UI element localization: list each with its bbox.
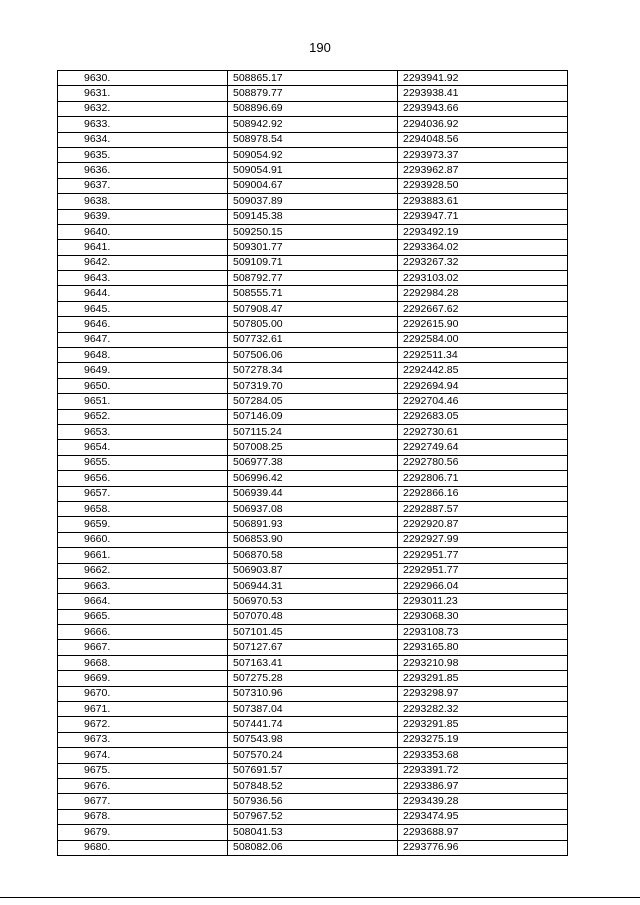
table-row xyxy=(58,609,568,624)
x-coordinate-cell: 509109.71 xyxy=(228,255,398,270)
table-row xyxy=(58,809,568,824)
y-coordinate-cell: 2292887.57 xyxy=(398,501,568,516)
x-coordinate-cell: 509054.92 xyxy=(228,147,398,162)
x-coordinate-cell: 507275.28 xyxy=(228,671,398,686)
table-row xyxy=(58,132,568,147)
x-coordinate-cell: 507441.74 xyxy=(228,717,398,732)
y-coordinate-cell: 2293439.28 xyxy=(398,794,568,809)
point-number-cell: 9667. xyxy=(58,640,228,655)
point-number-cell: 9678. xyxy=(58,809,228,824)
y-coordinate-cell: 2292806.71 xyxy=(398,471,568,486)
y-coordinate-cell: 2292866.16 xyxy=(398,486,568,501)
x-coordinate-cell: 507127.67 xyxy=(228,640,398,655)
table-row xyxy=(58,717,568,732)
table-row xyxy=(58,501,568,516)
point-number-cell: 9649. xyxy=(58,363,228,378)
y-coordinate-cell: 2293776.96 xyxy=(398,840,568,855)
y-coordinate-cell: 2294036.92 xyxy=(398,117,568,132)
table-row xyxy=(58,625,568,640)
y-coordinate-cell: 2293364.02 xyxy=(398,240,568,255)
point-number-cell: 9662. xyxy=(58,563,228,578)
table-row xyxy=(58,424,568,439)
point-number-cell: 9672. xyxy=(58,717,228,732)
table-row xyxy=(58,655,568,670)
x-coordinate-cell: 506944.31 xyxy=(228,578,398,593)
point-number-cell: 9674. xyxy=(58,748,228,763)
point-number-cell: 9666. xyxy=(58,625,228,640)
table-row xyxy=(58,301,568,316)
point-number-cell: 9634. xyxy=(58,132,228,147)
point-number-cell: 9633. xyxy=(58,117,228,132)
x-coordinate-cell: 507543.98 xyxy=(228,732,398,747)
table-row xyxy=(58,640,568,655)
y-coordinate-cell: 2292584.00 xyxy=(398,332,568,347)
table-row xyxy=(58,840,568,855)
point-number-cell: 9631. xyxy=(58,86,228,101)
x-coordinate-cell: 507936.56 xyxy=(228,794,398,809)
table-row xyxy=(58,271,568,286)
x-coordinate-cell: 506977.38 xyxy=(228,455,398,470)
point-number-cell: 9635. xyxy=(58,147,228,162)
x-coordinate-cell: 507115.24 xyxy=(228,424,398,439)
x-coordinate-cell: 506853.90 xyxy=(228,532,398,547)
y-coordinate-cell: 2292951.77 xyxy=(398,563,568,578)
x-coordinate-cell: 508942.92 xyxy=(228,117,398,132)
x-coordinate-cell: 506891.93 xyxy=(228,517,398,532)
point-number-cell: 9676. xyxy=(58,778,228,793)
x-coordinate-cell: 507908.47 xyxy=(228,301,398,316)
point-number-cell: 9657. xyxy=(58,486,228,501)
x-coordinate-cell: 507967.52 xyxy=(228,809,398,824)
x-coordinate-cell: 507387.04 xyxy=(228,702,398,717)
point-number-cell: 9647. xyxy=(58,332,228,347)
table-row xyxy=(58,794,568,809)
point-number-cell: 9642. xyxy=(58,255,228,270)
x-coordinate-cell: 506970.53 xyxy=(228,594,398,609)
table-row xyxy=(58,394,568,409)
x-coordinate-cell: 507310.96 xyxy=(228,686,398,701)
y-coordinate-cell: 2293267.32 xyxy=(398,255,568,270)
x-coordinate-cell: 507008.25 xyxy=(228,440,398,455)
table-row xyxy=(58,224,568,239)
y-coordinate-cell: 2293492.19 xyxy=(398,224,568,239)
point-number-cell: 9673. xyxy=(58,732,228,747)
point-number-cell: 9654. xyxy=(58,440,228,455)
point-number-cell: 9668. xyxy=(58,655,228,670)
point-number-cell: 9661. xyxy=(58,548,228,563)
point-number-cell: 9652. xyxy=(58,409,228,424)
point-number-cell: 9670. xyxy=(58,686,228,701)
y-coordinate-cell: 2294048.56 xyxy=(398,132,568,147)
x-coordinate-cell: 507506.06 xyxy=(228,348,398,363)
point-number-cell: 9636. xyxy=(58,163,228,178)
table-row xyxy=(58,594,568,609)
table-row xyxy=(58,486,568,501)
point-number-cell: 9677. xyxy=(58,794,228,809)
coordinates-table xyxy=(57,70,568,856)
y-coordinate-cell: 2293941.92 xyxy=(398,71,568,86)
y-coordinate-cell: 2292667.62 xyxy=(398,301,568,316)
y-coordinate-cell: 2292511.34 xyxy=(398,348,568,363)
table-row xyxy=(58,348,568,363)
point-number-cell: 9679. xyxy=(58,825,228,840)
table-row xyxy=(58,532,568,547)
x-coordinate-cell: 509250.15 xyxy=(228,224,398,239)
point-number-cell: 9637. xyxy=(58,178,228,193)
point-number-cell: 9656. xyxy=(58,471,228,486)
y-coordinate-cell: 2293103.02 xyxy=(398,271,568,286)
x-coordinate-cell: 506996.42 xyxy=(228,471,398,486)
y-coordinate-cell: 2293973.37 xyxy=(398,147,568,162)
table-row xyxy=(58,71,568,86)
y-coordinate-cell: 2293962.87 xyxy=(398,163,568,178)
y-coordinate-cell: 2292694.94 xyxy=(398,378,568,393)
bottom-rule xyxy=(0,897,640,898)
y-coordinate-cell: 2293386.97 xyxy=(398,778,568,793)
y-coordinate-cell: 2293883.61 xyxy=(398,194,568,209)
table-row xyxy=(58,578,568,593)
table-row xyxy=(58,702,568,717)
point-number-cell: 9680. xyxy=(58,840,228,855)
y-coordinate-cell: 2293474.95 xyxy=(398,809,568,824)
x-coordinate-cell: 508978.54 xyxy=(228,132,398,147)
table-row xyxy=(58,778,568,793)
point-number-cell: 9648. xyxy=(58,348,228,363)
x-coordinate-cell: 506939.44 xyxy=(228,486,398,501)
page-number: 190 xyxy=(309,40,331,55)
x-coordinate-cell: 508896.69 xyxy=(228,101,398,116)
x-coordinate-cell: 507070.48 xyxy=(228,609,398,624)
y-coordinate-cell: 2292683.05 xyxy=(398,409,568,424)
point-number-cell: 9660. xyxy=(58,532,228,547)
point-number-cell: 9645. xyxy=(58,301,228,316)
point-number-cell: 9641. xyxy=(58,240,228,255)
table-row xyxy=(58,240,568,255)
table-row xyxy=(58,517,568,532)
point-number-cell: 9675. xyxy=(58,763,228,778)
x-coordinate-cell: 507146.09 xyxy=(228,409,398,424)
point-number-cell: 9669. xyxy=(58,671,228,686)
y-coordinate-cell: 2293688.97 xyxy=(398,825,568,840)
y-coordinate-cell: 2292442.85 xyxy=(398,363,568,378)
table-row xyxy=(58,440,568,455)
point-number-cell: 9643. xyxy=(58,271,228,286)
table-row xyxy=(58,825,568,840)
point-number-cell: 9630. xyxy=(58,71,228,86)
y-coordinate-cell: 2292951.77 xyxy=(398,548,568,563)
x-coordinate-cell: 506937.08 xyxy=(228,501,398,516)
point-number-cell: 9639. xyxy=(58,209,228,224)
y-coordinate-cell: 2293165.80 xyxy=(398,640,568,655)
y-coordinate-cell: 2293011.23 xyxy=(398,594,568,609)
table-row xyxy=(58,178,568,193)
point-number-cell: 9644. xyxy=(58,286,228,301)
x-coordinate-cell: 509054.91 xyxy=(228,163,398,178)
table-row xyxy=(58,763,568,778)
x-coordinate-cell: 507101.45 xyxy=(228,625,398,640)
table-row xyxy=(58,548,568,563)
y-coordinate-cell: 2293391.72 xyxy=(398,763,568,778)
point-number-cell: 9632. xyxy=(58,101,228,116)
y-coordinate-cell: 2292927.99 xyxy=(398,532,568,547)
point-number-cell: 9664. xyxy=(58,594,228,609)
y-coordinate-cell: 2293210.98 xyxy=(398,655,568,670)
table-row xyxy=(58,194,568,209)
table-row xyxy=(58,332,568,347)
table-row xyxy=(58,732,568,747)
table-row xyxy=(58,686,568,701)
table-row xyxy=(58,255,568,270)
y-coordinate-cell: 2293291.85 xyxy=(398,717,568,732)
y-coordinate-cell: 2293291.85 xyxy=(398,671,568,686)
x-coordinate-cell: 507284.05 xyxy=(228,394,398,409)
point-number-cell: 9671. xyxy=(58,702,228,717)
point-number-cell: 9658. xyxy=(58,501,228,516)
y-coordinate-cell: 2293275.19 xyxy=(398,732,568,747)
table-row xyxy=(58,163,568,178)
y-coordinate-cell: 2293282.32 xyxy=(398,702,568,717)
point-number-cell: 9638. xyxy=(58,194,228,209)
table-row xyxy=(58,748,568,763)
y-coordinate-cell: 2293298.97 xyxy=(398,686,568,701)
table-row xyxy=(58,455,568,470)
y-coordinate-cell: 2293943.66 xyxy=(398,101,568,116)
point-number-cell: 9665. xyxy=(58,609,228,624)
x-coordinate-cell: 507732.61 xyxy=(228,332,398,347)
table-row xyxy=(58,209,568,224)
x-coordinate-cell: 509004.67 xyxy=(228,178,398,193)
table-row xyxy=(58,147,568,162)
x-coordinate-cell: 508555.71 xyxy=(228,286,398,301)
x-coordinate-cell: 507805.00 xyxy=(228,317,398,332)
table-row xyxy=(58,471,568,486)
x-coordinate-cell: 507278.34 xyxy=(228,363,398,378)
table-row xyxy=(58,378,568,393)
x-coordinate-cell: 507691.57 xyxy=(228,763,398,778)
point-number-cell: 9650. xyxy=(58,378,228,393)
x-coordinate-cell: 506870.58 xyxy=(228,548,398,563)
x-coordinate-cell: 509301.77 xyxy=(228,240,398,255)
y-coordinate-cell: 2293353.68 xyxy=(398,748,568,763)
point-number-cell: 9651. xyxy=(58,394,228,409)
x-coordinate-cell: 508041.53 xyxy=(228,825,398,840)
point-number-cell: 9659. xyxy=(58,517,228,532)
x-coordinate-cell: 507570.24 xyxy=(228,748,398,763)
y-coordinate-cell: 2292749.64 xyxy=(398,440,568,455)
table-row xyxy=(58,86,568,101)
point-number-cell: 9653. xyxy=(58,424,228,439)
x-coordinate-cell: 509145.38 xyxy=(228,209,398,224)
table-row xyxy=(58,563,568,578)
x-coordinate-cell: 507319.70 xyxy=(228,378,398,393)
x-coordinate-cell: 507163.41 xyxy=(228,655,398,670)
y-coordinate-cell: 2293928.50 xyxy=(398,178,568,193)
y-coordinate-cell: 2293938.41 xyxy=(398,86,568,101)
point-number-cell: 9640. xyxy=(58,224,228,239)
x-coordinate-cell: 508082.06 xyxy=(228,840,398,855)
y-coordinate-cell: 2292704.46 xyxy=(398,394,568,409)
table-row xyxy=(58,117,568,132)
table-row xyxy=(58,101,568,116)
table-row xyxy=(58,317,568,332)
y-coordinate-cell: 2292920.87 xyxy=(398,517,568,532)
y-coordinate-cell: 2293108.73 xyxy=(398,625,568,640)
table-row xyxy=(58,286,568,301)
table-row xyxy=(58,363,568,378)
y-coordinate-cell: 2292615.90 xyxy=(398,317,568,332)
x-coordinate-cell: 508865.17 xyxy=(228,71,398,86)
table-row xyxy=(58,409,568,424)
y-coordinate-cell: 2292966.04 xyxy=(398,578,568,593)
x-coordinate-cell: 508879.77 xyxy=(228,86,398,101)
x-coordinate-cell: 508792.77 xyxy=(228,271,398,286)
point-number-cell: 9646. xyxy=(58,317,228,332)
table-row xyxy=(58,671,568,686)
y-coordinate-cell: 2292730.61 xyxy=(398,424,568,439)
point-number-cell: 9663. xyxy=(58,578,228,593)
x-coordinate-cell: 506903.87 xyxy=(228,563,398,578)
point-number-cell: 9655. xyxy=(58,455,228,470)
x-coordinate-cell: 509037.89 xyxy=(228,194,398,209)
y-coordinate-cell: 2292984.28 xyxy=(398,286,568,301)
y-coordinate-cell: 2293947.71 xyxy=(398,209,568,224)
y-coordinate-cell: 2293068.30 xyxy=(398,609,568,624)
x-coordinate-cell: 507848.52 xyxy=(228,778,398,793)
y-coordinate-cell: 2292780.56 xyxy=(398,455,568,470)
